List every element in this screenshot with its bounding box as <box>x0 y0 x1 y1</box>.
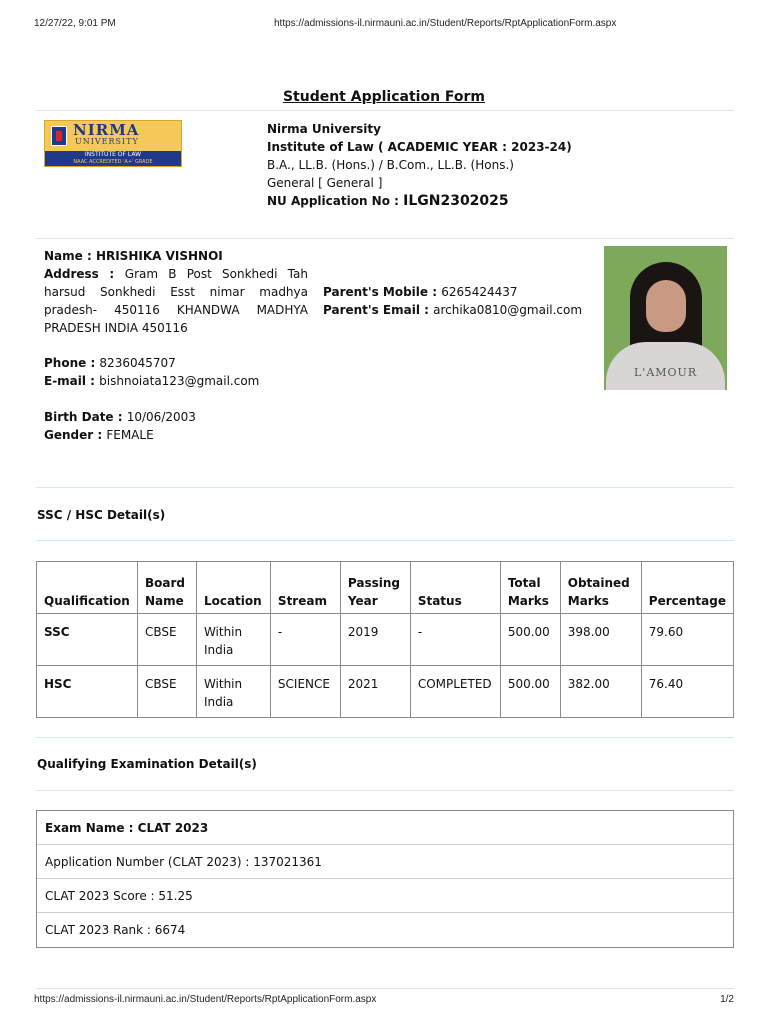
applicant-photo <box>604 246 727 390</box>
ssc-hsc-title: SSC / HSC Detail(s) <box>37 508 166 522</box>
cell-percentage: 79.60 <box>641 614 733 666</box>
applicant-name <box>44 247 223 265</box>
cell-board: CBSE <box>137 614 196 666</box>
university-name: Nirma University <box>267 122 381 136</box>
section-divider <box>36 540 734 541</box>
col-status: Status <box>410 562 500 614</box>
col-percentage: Percentage <box>641 562 733 614</box>
parent-email-label: Parent's Email : <box>323 303 434 317</box>
cell-location: Within India <box>196 614 270 666</box>
app-no-label: NU Application No : <box>267 194 404 208</box>
applicant-birth-date <box>44 408 196 426</box>
table-row <box>37 666 734 718</box>
page-number: 1/2 <box>720 994 734 1005</box>
phone-label: Phone : <box>44 356 100 370</box>
cell-obtained-marks: 382.00 <box>560 666 641 718</box>
footer-url: https://admissions-il.nirmauni.ac.in/Student/Reports/RptApplicationForm.aspx <box>34 994 377 1005</box>
col-passing-year: Passing Year <box>340 562 410 614</box>
cell-total-marks: 500.00 <box>500 666 560 718</box>
parent-mobile-label: Parent's Mobile : <box>323 285 442 299</box>
gender-label: Gender : <box>44 428 107 442</box>
table-header-row <box>37 562 734 614</box>
photo-shirt-text: L'AMOUR <box>634 366 698 379</box>
col-stream: Stream <box>270 562 340 614</box>
institute-name: Institute of Law ( ACADEMIC YEAR : 2023-24) <box>267 140 572 154</box>
col-obtained-marks: Obtained Marks <box>560 562 641 614</box>
parent-email <box>323 301 582 319</box>
table-row <box>37 614 734 666</box>
phone-value: 8236045707 <box>99 356 176 370</box>
applicant-address <box>44 265 308 337</box>
programs: B.A., LL.B. (Hons.) / B.Com., LL.B. (Hons.) <box>267 158 514 172</box>
print-url: https://admissions-il.nirmauni.ac.in/Student/Reports/RptApplicationForm.aspx <box>274 18 617 29</box>
title-divider <box>36 110 734 111</box>
col-location: Location <box>196 562 270 614</box>
applicant-phone <box>44 354 176 372</box>
cell-qualification: HSC <box>37 666 138 718</box>
cell-obtained-marks: 398.00 <box>560 614 641 666</box>
logo-band: INSTITUTE OF LAW <box>45 151 181 159</box>
email-value: bishnoiata123@gmail.com <box>99 374 260 388</box>
logo-accreditation: NAAC ACCREDITED 'A+' GRADE <box>45 159 181 166</box>
form-title: Student Application Form <box>282 89 486 105</box>
cell-status: - <box>410 614 500 666</box>
col-qualification: Qualification <box>37 562 138 614</box>
exam-rank: CLAT 2023 Rank : 6674 <box>45 923 186 937</box>
app-no-value: ILGN2302025 <box>403 193 509 209</box>
cell-qualification: SSC <box>37 614 138 666</box>
emblem-icon <box>51 126 67 146</box>
section-divider <box>36 737 734 738</box>
parent-mobile-value: 6265424437 <box>441 285 518 299</box>
application-number <box>267 192 572 210</box>
cell-status: COMPLETED <box>410 666 500 718</box>
address-label: Address : <box>44 267 125 281</box>
cell-passing-year: 2019 <box>340 614 410 666</box>
col-total-marks: Total Marks <box>500 562 560 614</box>
print-datetime: 12/27/22, 9:01 PM <box>34 18 116 29</box>
cell-stream: SCIENCE <box>270 666 340 718</box>
logo-brand-sub: UNIVERSITY <box>75 137 139 146</box>
exam-score: CLAT 2023 Score : 51.25 <box>37 879 733 913</box>
category: General [ General ] <box>267 176 383 190</box>
section-divider <box>36 487 734 488</box>
parent-email-value: archika0810@gmail.com <box>433 303 583 317</box>
header-divider <box>36 238 734 239</box>
gender-value: FEMALE <box>106 428 154 442</box>
exam-application-number: Application Number (CLAT 2023) : 137021361 <box>37 845 733 879</box>
address-value: Gram B Post Sonkhedi Tah harsud Sonkhedi Esst nimar madhya pradesh- 450116 KHANDWA MADHYA PRADESH INDIA 450116 <box>44 267 308 335</box>
cell-board: CBSE <box>137 666 196 718</box>
cell-total-marks: 500.00 <box>500 614 560 666</box>
footer-divider <box>36 988 734 989</box>
university-info <box>267 120 572 210</box>
email-label: E-mail : <box>44 374 100 388</box>
nirma-logo <box>44 120 182 167</box>
birth-value: 10/06/2003 <box>126 410 196 424</box>
section-divider <box>36 790 734 791</box>
cell-stream: - <box>270 614 340 666</box>
col-board-name: Board Name <box>137 562 196 614</box>
qualifying-title: Qualifying Examination Detail(s) <box>37 757 257 771</box>
exam-name: Exam Name : CLAT 2023 <box>37 811 733 845</box>
name-value: HRISHIKA VISHNOI <box>95 249 223 263</box>
qualifying-exam-box <box>36 810 734 948</box>
parent-mobile <box>323 283 518 301</box>
applicant-email <box>44 372 259 390</box>
cell-passing-year: 2021 <box>340 666 410 718</box>
cell-location: Within India <box>196 666 270 718</box>
applicant-gender <box>44 426 154 444</box>
cell-percentage: 76.40 <box>641 666 733 718</box>
name-label: Name : <box>44 249 96 263</box>
logo-brand: NIRMA <box>73 121 140 139</box>
birth-label: Birth Date : <box>44 410 127 424</box>
ssc-hsc-table <box>36 561 734 718</box>
